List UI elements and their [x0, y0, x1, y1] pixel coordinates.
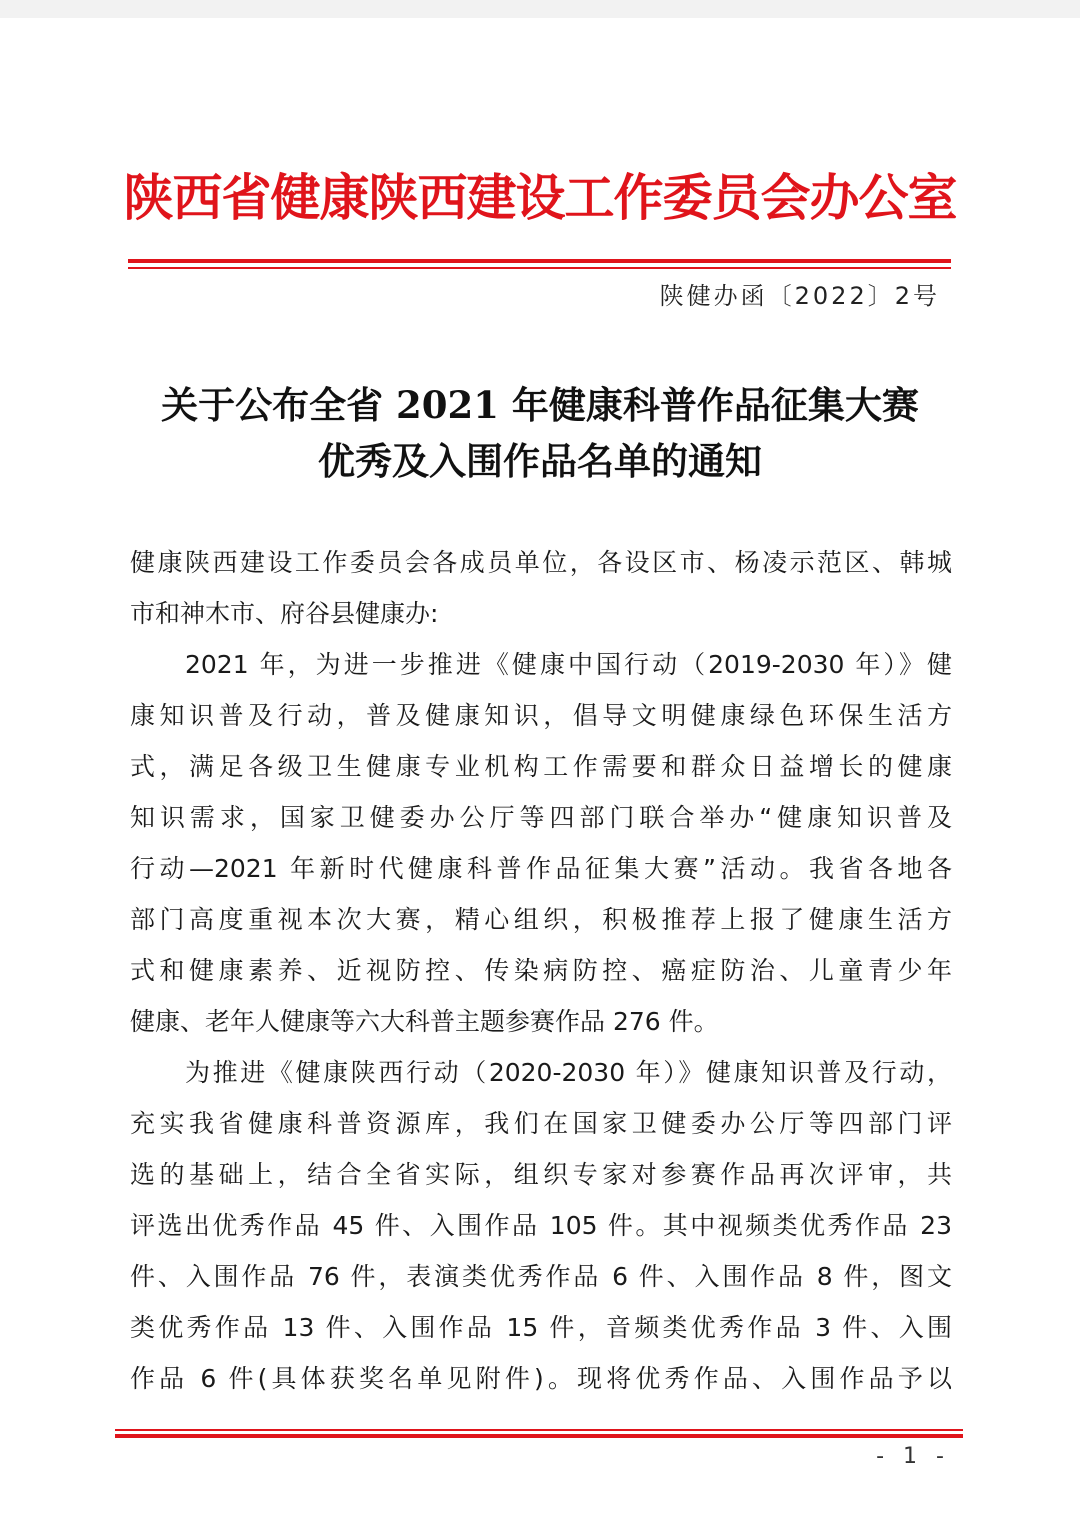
body-line: 为推进《健康陕西行动（2020-2030 年）》健康知识普及行动， [185, 1058, 952, 1087]
body-line: 知识需求，国家卫健委办公厅等四部门联合举办“健康知识普及 [130, 803, 952, 832]
body-line: 作品 6 件(具体获奖名单见附件)。现将优秀作品、入围作品予以 [130, 1364, 952, 1393]
body-line: 评选出优秀作品 45 件、入围作品 105 件。其中视频类优秀作品 23 [130, 1211, 952, 1240]
body-text [130, 537, 952, 1404]
document-number: 陕健办函〔2022〕2号 [659, 282, 940, 310]
body-line: 件、入围作品 76 件，表演类优秀作品 6 件、入围作品 8 件，图文 [130, 1262, 952, 1291]
body-line: 充实我省健康科普资源库，我们在国家卫健委办公厅等四部门评 [130, 1109, 952, 1138]
body-line: 类优秀作品 13 件、入围作品 15 件，音频类优秀作品 3 件、入围 [130, 1313, 952, 1342]
body-line: 部门高度重视本次大赛，精心组织，积极推荐上报了健康生活方 [130, 905, 952, 934]
header-red-rule-thin [128, 267, 951, 269]
body-line: 康知识普及行动，普及健康知识，倡导文明健康绿色环保生活方 [130, 701, 952, 730]
footer-red-rule-thick [115, 1434, 963, 1438]
notice-title-line-1: 关于公布全省 2021 年健康科普作品征集大赛 [161, 383, 919, 427]
issuing-organization-title: 陕西省健康陕西建设工作委员会办公室 [123, 168, 957, 227]
top-band [0, 0, 1080, 18]
body-line: 选的基础上，结合全省实际，组织专家对参赛作品再次评审，共 [130, 1160, 952, 1189]
body-line: 式和健康素养、近视防控、传染病防控、癌症防治、儿童青少年 [130, 956, 952, 985]
body-line: 2021 年，为进一步推进《健康中国行动（2019-2030 年）》健 [185, 650, 952, 679]
body-line: 式，满足各级卫生健康专业机构工作需要和群众日益增长的健康 [130, 752, 952, 781]
body-line: 健康陕西建设工作委员会各成员单位，各设区市、杨凌示范区、韩城 [130, 548, 952, 577]
page-number: - 1 - [876, 1444, 950, 1469]
body-line: 健康、老年人健康等六大科普主题参赛作品 276 件。 [130, 1007, 719, 1036]
header-red-rule-thick [128, 259, 951, 263]
footer-red-rule-thin [115, 1429, 963, 1431]
body-line: 行动—2021 年新时代健康科普作品征集大赛”活动。我省各地各 [130, 854, 952, 883]
notice-title-line-2: 优秀及入围作品名单的通知 [318, 439, 762, 483]
notice-title [90, 377, 990, 489]
body-line: 市和神木市、府谷县健康办: [130, 599, 439, 628]
